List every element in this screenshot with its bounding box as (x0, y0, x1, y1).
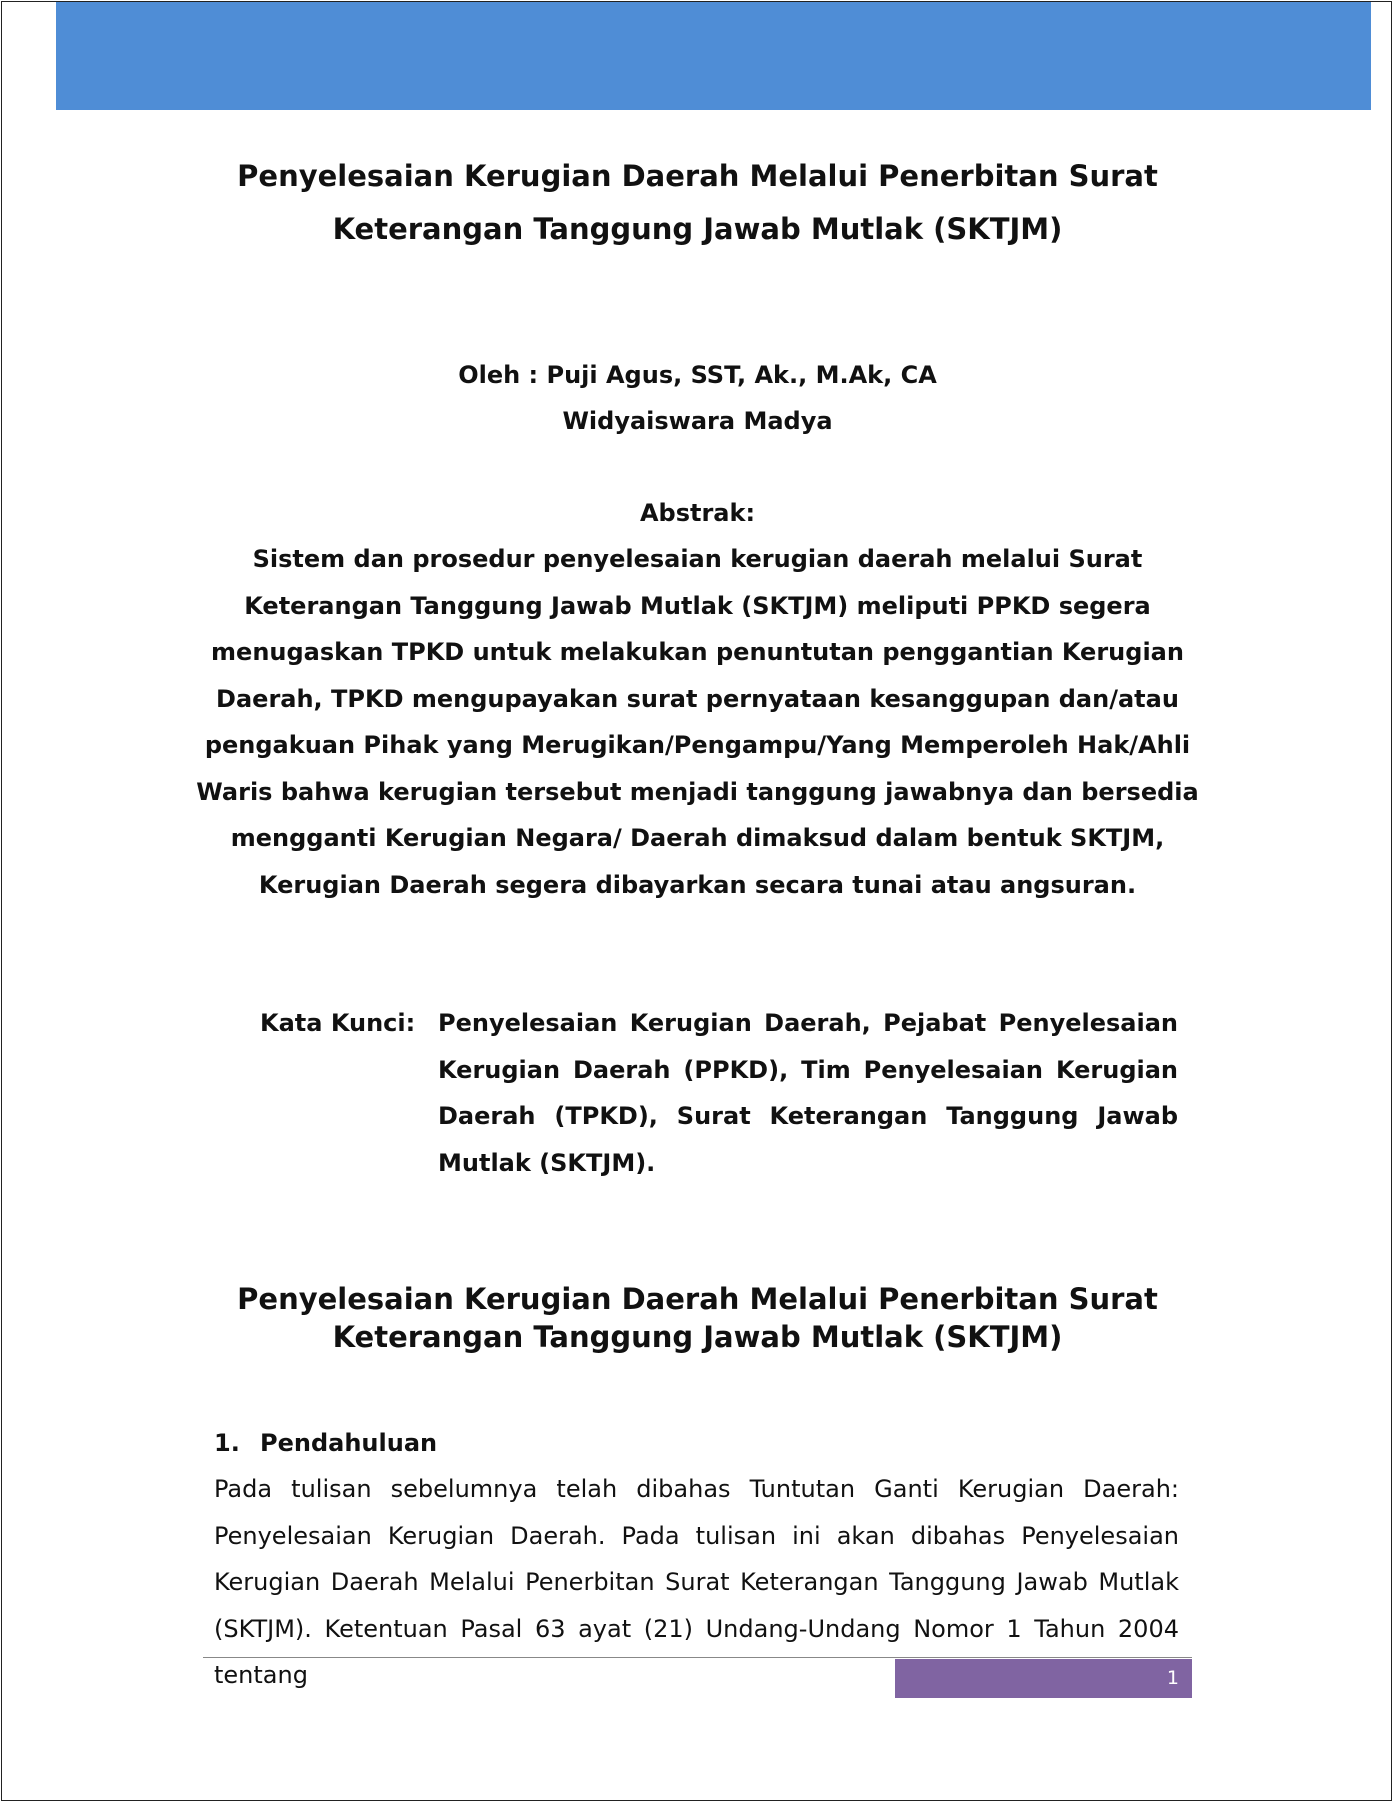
author-block (150, 352, 1245, 444)
section-heading (214, 1420, 437, 1466)
section-title: Pendahuluan (260, 1429, 438, 1457)
section-title-repeat: Penyelesaian Kerugian Daerah Melalui Penerbitan Surat Keterangan Tanggung Jawab Mutlak (SKTJM) (237, 1282, 1158, 1354)
keywords-label: Kata Kunci: (260, 1009, 416, 1037)
keywords-text: Penyelesaian Kerugian Daerah, Pejabat Penyelesaian Kerugian Daerah (PPKD), Tim Penyelesaian Kerugian Daerah (TPKD), Surat Keterangan Tanggung Jawab Mutlak (SKTJM). (438, 1009, 1178, 1177)
abstract-text: Sistem dan prosedur penyelesaian kerugian daerah melalui Surat Keterangan Tanggung Jawab Mutlak (SKTJM) meliputi PPKD segera menugaskan TPKD untuk melakukan penuntutan penggantian Kerugian Daerah, TPKD mengupayakan surat pernyataan kesanggupan dan/atau pengakuan Pihak yang Merugikan/Pengampu/Yang Memperoleh Hak/Ahli Waris bahwa kerugian tersebut menjadi tanggung jawabnya dan bersedia mengganti Kerugian Negara/ Daerah dimaksud dalam bentuk SKTJM, Kerugian Daerah segera dibayarkan secara tunai atau angsuran. (196, 545, 1199, 899)
header-bar (56, 2, 1371, 110)
footer-rule (203, 1657, 1192, 1658)
page-number: 1 (895, 1659, 1192, 1698)
abstract-heading: Abstrak: (639, 499, 756, 527)
document-title: Penyelesaian Kerugian Daerah Melalui Penerbitan Surat Keterangan Tanggung Jawab Mutlak (SKTJM) (237, 159, 1158, 246)
section-body-text: Pada tulisan sebelumnya telah dibahas Tuntutan Ganti Kerugian Daerah: Penyelesaian Kerugian Daerah. Pada tulisan ini akan dibahas Penyelesaian Kerugian Daerah Melalui Penerbitan Surat Keterangan Tanggung Jawab Mutlak (SKTJM). Ketentuan Pasal 63 ayat (21) Undang-Undang Nomor 1 Tahun 2004 tentang (214, 1475, 1179, 1689)
author-position: Widyaiswara Madya (562, 407, 833, 435)
section-number: 1. (214, 1429, 240, 1457)
author-line: Oleh : Puji Agus, SST, Ak., M.Ak, CA (458, 361, 937, 389)
